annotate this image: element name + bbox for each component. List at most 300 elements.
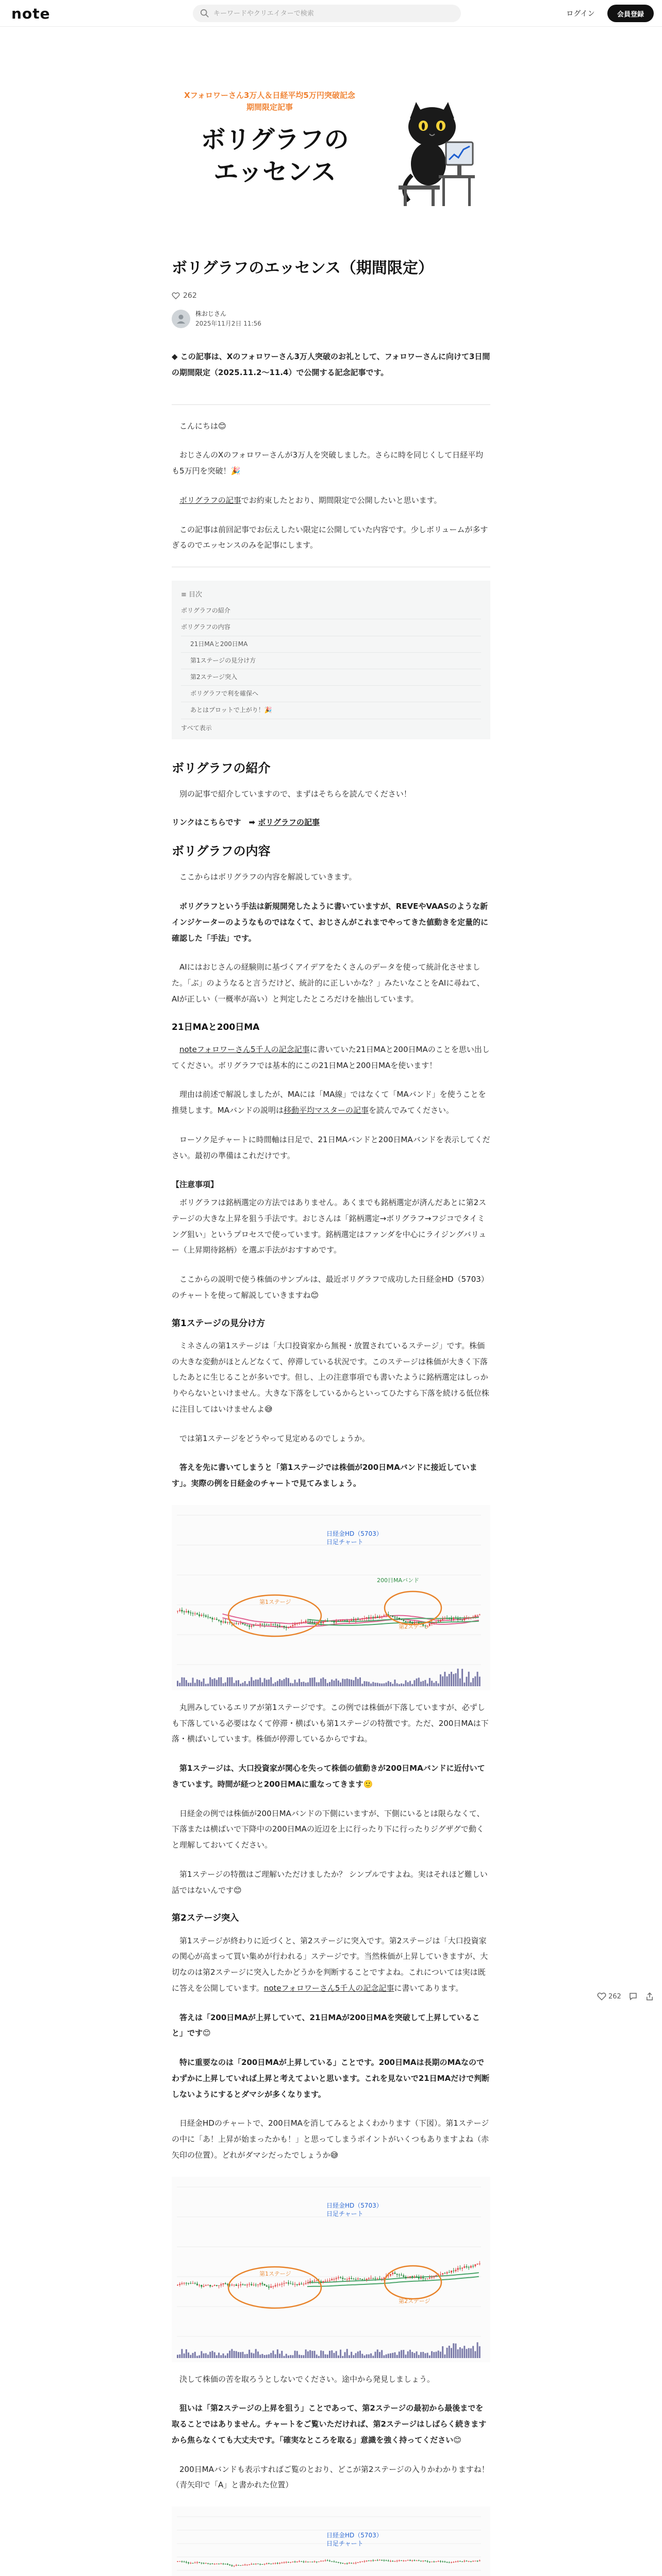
volume-bar [346,2349,348,2358]
volume-bar [272,1684,274,1686]
volume-bar [272,2350,274,2358]
stage1-paragraph-4: 丸囲みしているエリアが第1ステージです。この例では株価が下落していますが、必ずしも下落している必要はなくて停滞・横ばいも第1ステージの特徴です。ただ、200日MAは下落・横ばいしています。株価が停滞しているからですね。 [172,1702,489,1744]
stage2-paragraph-2: 答えは「200日MAが上昇していて、21日MAが200日MAを突破して上昇していること」です😊 [172,2012,480,2038]
volume-bar [257,1680,259,1686]
volume-bar [270,1677,272,1686]
stage2-paragraph-6: 狙いは「第2ステージの上昇を狙う」ことであって、第2ステージの最初から最後までを取ることではありません。チャートをご覧いただければ、第2ステージはしばらく続きますから焦らなくても大丈夫です。「確実なところを取る」意識を強く持ってください😊 [172,2403,487,2445]
volume-bar [286,1677,287,1686]
volume-bar [455,1673,456,1686]
stage1-paragraph-7: 第1ステージの特徴はご理解いただけましたか？ シンプルですよね。実はそれほど難しい話ではないんです😊 [172,1869,488,1895]
volume-bar [327,2354,328,2358]
volume-bar [461,1669,463,1686]
content-paragraph-3: AIにはおじさんの経験則に基づくアイデアをたくさんのデータを使って統計化させました。「ぶ」のようなると言うだけど、統計的に正しいかな？」みたいなことをAIに尋ねて、AIが正しい（一概率が高い）と判定したところだけを抽出しています。 [172,962,485,1004]
section-heading-ma: 21日MAと200日MA [172,1022,260,1032]
volume-bar [427,2352,428,2358]
author-avatar[interactable] [172,310,190,328]
top-navigation-bar [0,0,662,27]
volume-bar [372,2355,374,2358]
intro-link-line [172,816,490,829]
table-of-contents [172,581,490,739]
volume-bar [266,2354,268,2358]
volume-bar [305,1683,307,1686]
intro-section-paragraph: 別の記事で紹介していますので、まずはそちらを読んでください！ [179,789,411,799]
toc-item[interactable]: ボリグラフの紹介 [181,603,481,619]
volume-bar [196,2355,198,2358]
stage1-paragraph-1: ミネさんの第1ステージは「大口投資家から無視・放置されているステージ」です。株価の大きな変動がほとんどなくて、停滞している状況です。このステージは株価が大きく下落したあとに生じることが多いです。但し、上の注意事項でも書いたように銘柄選定はしっかりやらないといけません。大きな下落をしているからといってひたすら下落を続ける低位株に注目してはいけませんよ😅 [172,1341,489,1414]
ma-paragraph-3: ローソク足チャートに時間軸は日足で、21日MAバンドと200日MAバンドを表示してください。最初の準備はこれだけです。 [172,1134,490,1160]
like-counter[interactable] [172,292,490,300]
volume-bar [394,2352,395,2358]
note-paragraph: ボリグラフは銘柄選定の方法ではありません。あくまでも銘柄選定が済んだあとに第2ステージの大きな上昇を狙う手法です。おじさんは「銘柄選定→ボリグラフ→フジコでタイミング狙い」というプロセスで使っています。銘柄選定はファンダを中心にライジングバリュー（上昇期待銘柄）を選ぶ手法がおすすめです。 [172,1198,487,1255]
volume-bar [192,1677,194,1686]
ma-paragraph-1 [172,1042,490,1074]
volume-bar [329,1682,330,1686]
author-name[interactable]: 株おじさん [195,310,227,317]
volume-bar [474,1676,476,1686]
volume-bar [296,2351,298,2358]
volume-bar [355,2353,357,2358]
volume-bar [246,1684,248,1686]
volume-bar [246,2353,248,2358]
volume-bar [236,1681,237,1686]
volume-bar [229,2350,230,2358]
volume-bar [253,2353,255,2358]
volume-bar [203,1679,205,1686]
volume-bar [234,2351,235,2358]
volume-bar [296,1682,298,1686]
ma-paragraph-2-a: 理由は前述で解説しましたが、MAには「MA線」ではなくて「MAバンド」を使うことを推奨します。MAバンドの説明は [172,1090,486,1115]
volume-bar [386,2354,387,2358]
volume-bar [320,1679,322,1686]
volume-bar [431,2351,433,2358]
volume-bar [249,1681,250,1686]
volume-bar [286,2353,287,2358]
hero-image [172,72,490,236]
volume-bar [442,2346,443,2358]
volume-bar [218,2352,220,2358]
volume-bar [416,1679,418,1686]
comment-icon[interactable] [628,1992,638,2001]
heart-icon[interactable] [172,292,180,300]
volume-bar [264,2355,266,2358]
volume-bar [477,1672,478,1686]
chart-figure-1 [172,1505,490,1690]
share-icon[interactable] [645,1992,654,2001]
ma-master-article-link[interactable]: 移動平均マスターの記事 [284,1106,369,1115]
volume-bar [177,1681,178,1686]
side-like-count: 262 [608,1992,621,2001]
user-icon [175,313,187,325]
volume-bar [277,1681,278,1686]
volume-bar [474,2351,476,2358]
volume-bar [316,1682,318,1686]
volume-bar [209,2351,211,2358]
volume-bar [461,2348,463,2358]
note-heading: 【注意事項】 [172,1180,219,1190]
volume-bar [379,1683,380,1686]
volume-bar [464,1683,465,1686]
volume-bar [244,2354,246,2358]
volume-bar [184,1677,185,1686]
stage1-paragraph-6: 日経金の例では株価が200日MAバンドの下側にいますが、下側にいるとは限らなくて、下落または横ばいで下降中の200日MAの近辺を上に行ったり下に行ったりジグザグで動くと理解しておいてください。 [172,1808,485,1850]
volume-bar [444,1672,445,1686]
volume-bar [292,1683,293,1686]
volume-bar [451,1672,452,1686]
volume-bar [381,1683,383,1686]
article-title: ボリグラフのエッセンス（期間限定） [172,259,434,277]
volume-bar [340,2349,341,2358]
volume-bar [431,1681,433,1686]
volume-bar [438,1683,439,1686]
volume-bar [338,2355,339,2358]
volume-bar [466,2349,468,2358]
volume-bar [223,1683,224,1686]
volume-bar [325,1679,326,1686]
volume-bar [401,1683,402,1686]
volume-bar [433,1683,435,1686]
stage2-paragraph-1-b: に書いてあります。 [394,1983,464,1993]
volume-bar [214,1678,216,1686]
volume-bar [375,1683,376,1686]
toc-item[interactable]: 第2ステージ突入 [181,669,481,686]
section-heading-content: ボリグラフの内容 [172,843,271,858]
hero-caption-line2: 期間限定記事 [246,102,293,112]
volume-bar [216,2355,218,2358]
volume-bar [281,1680,283,1686]
volume-bar [209,1677,211,1686]
volume-bar [422,2351,424,2358]
volume-bar [290,1683,291,1686]
author-block[interactable] [172,309,490,328]
volume-bar [294,1680,296,1686]
toc-item[interactable]: ボリグラフの内容 [181,619,481,636]
volume-bar [186,2349,187,2358]
toc-heading-label: 目次 [189,591,203,599]
volume-bar [223,2353,224,2358]
side-like-button[interactable] [597,1992,621,2001]
stock-chart-2 [172,2177,490,2362]
list-icon: ≡ [181,591,189,599]
volume-bar [464,2346,465,2358]
volume-bar [184,2353,185,2358]
search-bar[interactable] [193,5,461,22]
volume-bar [255,2349,257,2358]
volume-bar [270,2352,272,2358]
stage1-paragraph-2: では第1ステージをどうやって見定めるのでしょうか。 [179,1433,370,1443]
volume-bar [216,1680,218,1686]
volume-bar [181,2349,183,2358]
bolygraph-article-link-2[interactable]: ボリグラフの記事 [258,817,320,827]
section-heading-stage2: 第2ステージ突入 [172,1913,239,1924]
volume-bar [305,2349,307,2358]
volume-bar [198,2355,200,2358]
volume-bar [259,1677,261,1686]
volume-bar [344,1679,346,1686]
follower-5k-article-link-2[interactable]: noteフォロワーさん5千人の記念記事 [263,1983,394,1993]
intro-paragraph-2 [172,493,490,509]
toc-show-all-link[interactable]: すべて表示 [181,724,212,732]
volume-bar [309,1678,311,1686]
volume-bar [429,1678,431,1686]
intro-paragraph-2-text: でお約束したとおり、期間限定で公開したいと思います。 [241,495,442,505]
stage2-paragraph-5: 決して株価の苦を取ろうとしないでください。途中から発見しましょう。 [179,2374,435,2384]
like-count: 262 [183,292,197,300]
volume-bar [446,2347,448,2358]
volume-bar [440,1674,441,1686]
volume-bar [277,2349,278,2358]
volume-bar [457,1669,459,1686]
volume-bar [377,2349,378,2358]
volume-bar [438,2350,439,2358]
volume-bar [225,2355,226,2358]
volume-bar [379,2352,380,2358]
volume-bar [409,2349,411,2358]
volume-bar [333,1681,335,1686]
volume-bar [281,2350,283,2358]
stage2-paragraph-3: 特に重要なのは「200日MAが上昇している」ことです。200日MAは長期のMAなのでわずかに上昇していれば上昇と考えてよいと思います。これを見ないで21日MAだけで判断しないようにするとダマシが多くなります。 [172,2058,490,2099]
volume-bar [205,1684,207,1686]
volume-bar [275,1682,276,1686]
volume-bar [359,2350,361,2358]
volume-bar [311,1677,313,1686]
volume-bar [331,1680,333,1686]
volume-bar [363,2355,365,2358]
volume-bar [190,1683,191,1686]
volume-bar [307,1682,309,1686]
volume-bar [399,1684,400,1686]
article [172,258,490,2576]
volume-bar [207,1684,209,1686]
volume-bar [396,2354,398,2358]
volume-bar [240,2352,241,2358]
bolygraph-article-link[interactable]: ボリグラフの記事 [179,495,241,505]
volume-bar [205,2353,207,2358]
volume-bar [194,1683,196,1686]
heart-icon[interactable] [597,1992,606,2001]
greeting-paragraph: こんにちは😊 [179,421,226,431]
toc-item[interactable]: 21日MAと200日MA [181,636,481,653]
volume-bar [336,2351,337,2358]
post-date: 2025年11月2日 11:56 [195,319,261,327]
volume-bar [390,1682,391,1686]
note-logo[interactable]: note [11,5,51,22]
volume-bar [234,1683,235,1686]
volume-bar [468,2348,470,2358]
toc-item[interactable]: あとはプロットで上がり！🎉 [181,702,481,719]
volume-bar [390,2353,391,2358]
volume-bar [329,2350,330,2358]
volume-bar [255,1680,257,1686]
follower-5k-article-link[interactable]: noteフォロワーさん5千人の記念記事 [179,1044,310,1054]
volume-bar [424,1680,426,1686]
chart-label-subtitle: 日足チャート [326,2540,363,2547]
volume-bar [231,2349,233,2358]
volume-bar [288,2355,289,2358]
volume-bar [427,1683,428,1686]
volume-bar [383,1683,385,1686]
section-heading-stage1: 第1ステージの見分け方 [172,1318,266,1329]
volume-bar [420,2352,422,2358]
volume-bar [299,2354,300,2358]
author-meta [195,309,261,328]
volume-bar [386,1683,387,1686]
chart-label-band: 200日MAバンド [377,1577,420,1584]
volume-bar [218,1677,220,1686]
volume-bar [361,2353,363,2358]
volume-bar [466,1676,468,1686]
volume-bar [342,1679,343,1686]
volume-bar [229,1677,230,1686]
stock-chart-3 [172,2506,490,2576]
volume-bar [444,2354,445,2358]
volume-bar [451,2348,452,2358]
volume-bar [446,1676,448,1686]
volume-bar [405,1680,407,1686]
volume-bar [479,2346,481,2358]
volume-bar [318,1682,320,1686]
toc-item[interactable]: ボリグラフで利を確保へ [181,686,481,702]
volume-bar [314,2350,316,2358]
volume-bar [211,1679,213,1686]
volume-bar [416,2351,418,2358]
volume-bar [284,1679,285,1686]
hero-caption-line1: Xフォロワーさん3万人＆日経平均5万円突破記念 [184,91,355,100]
volume-bar [279,2353,280,2358]
volume-bar [361,1684,363,1686]
chart-label-title: 日経金HD（5703） [326,1530,383,1537]
volume-bar [436,1681,437,1686]
volume-bar [314,1677,316,1686]
toc-item[interactable]: 第1ステージの見分け方 [181,653,481,669]
volume-bar [177,2354,178,2358]
volume-bar [370,1683,372,1686]
volume-bar [366,1681,368,1686]
volume-bar [288,1678,289,1686]
volume-bar [225,1682,226,1686]
volume-bar [459,1679,461,1686]
volume-bar [251,2352,252,2358]
volume-bar [266,1680,268,1686]
volume-bar [303,2355,304,2358]
volume-bar [188,1683,189,1686]
volume-bar [363,1681,365,1686]
volume-bar [349,1679,350,1686]
volume-bar [413,2353,415,2358]
stage2-paragraph-4: 日経金HDのチャートで、200日MAを消してみるとよくわかります（下図）。第1ステージの中に「あ！上昇が始まったかも！」と思ってしまうポイントがいくつもありますよね（赤矢印の位置）。どれがダマシだったでしょうか😅 [172,2119,489,2160]
note-paragraph-2: ここからの説明で使う株価のサンプルは、最近ボリグラフで成功した日経金HD（5703）のチャートを使って解説していきますね😊 [172,1275,489,1300]
volume-bar [453,2343,454,2358]
volume-bar [459,2347,461,2358]
volume-bar [238,1680,239,1686]
volume-bar [320,2350,322,2358]
volume-bar [355,1677,357,1686]
volume-bar [351,2351,352,2358]
volume-bar [403,1684,404,1686]
volume-bar [407,1682,409,1686]
volume-bar [472,2346,474,2358]
volume-bar [220,2355,222,2358]
login-button[interactable]: ログイン [557,6,604,21]
volume-bar [353,2355,354,2358]
volume-bar [264,1678,266,1686]
lead-paragraph: ◆ この記事は、Xのフォロワーさん3万人突破のお礼として、フォロワーさんに向けて3日間の期間限定（2025.11.2〜11.4）で公開する記念記事です。 [172,352,490,377]
intro-link-prefix: リンクはこちらです ➡ [172,817,256,827]
search-input[interactable] [213,8,451,19]
volume-bar [383,2355,385,2358]
volume-bar [214,2352,216,2358]
section-heading-intro: ボリグラフの紹介 [172,760,271,775]
stock-chart-1 [172,1505,490,1690]
volume-bar [186,1680,187,1686]
volume-bar [477,2342,478,2358]
volume-bar [470,2348,472,2358]
volume-bar [424,2353,426,2358]
volume-bar [292,2355,293,2358]
volume-bar [449,1674,450,1686]
volume-bar [455,2343,456,2358]
volume-bar [411,2352,413,2358]
volume-bar [179,1683,180,1686]
volume-bar [370,2353,372,2358]
volume-bar [301,2355,302,2358]
volume-bar [413,1680,415,1686]
toc-heading [181,589,481,599]
volume-bar [242,2351,243,2358]
volume-bar [418,1677,420,1686]
volume-bar [327,1683,328,1686]
signup-button[interactable]: 会員登録 [607,5,654,22]
volume-bar [257,2351,259,2358]
intro-paragraph-3-a: この記事は前回記事でお伝えした [179,524,296,534]
volume-bar [307,2351,309,2358]
volume-bar [203,2353,205,2358]
hero-title-line2: エッセンス [213,158,336,187]
volume-bar [396,1683,398,1686]
volume-bar [294,2350,296,2358]
search-icon [200,9,209,18]
volume-bar [349,2355,350,2358]
volume-bar [453,1674,454,1686]
volume-bar [381,2350,383,2358]
divider [172,404,490,405]
volume-bar [181,1677,183,1686]
hero-title [182,124,368,189]
volume-bar [422,1681,424,1686]
volume-bar [318,2355,320,2358]
volume-bar [346,1679,348,1686]
stage1-paragraph-5: 第1ステージは、大口投資家が関心を失って株価の値動きが200日MAバンドに近付いてきています。時間が経つと200日MAに重なってきます🙂 [172,1764,485,1789]
volume-bar [353,1680,354,1686]
volume-bar [442,1676,443,1686]
volume-bar [377,1683,378,1686]
volume-bar [201,2351,202,2358]
chart-label-stage1: 第1ステージ [259,2270,291,2277]
volume-bar [449,2345,450,2358]
volume-bar [368,2354,370,2358]
volume-bar [238,2352,239,2358]
volume-bar [368,1682,370,1686]
cat-at-desk-illustration [388,98,478,209]
volume-bar [299,1679,300,1686]
volume-bar [375,2351,376,2358]
volume-bar [479,1676,481,1686]
volume-bar [340,1682,341,1686]
volume-bar [309,2350,311,2358]
volume-bar [279,1679,280,1686]
volume-bar [190,2354,191,2358]
volume-bar [338,1681,339,1686]
volume-bar [407,2351,409,2358]
